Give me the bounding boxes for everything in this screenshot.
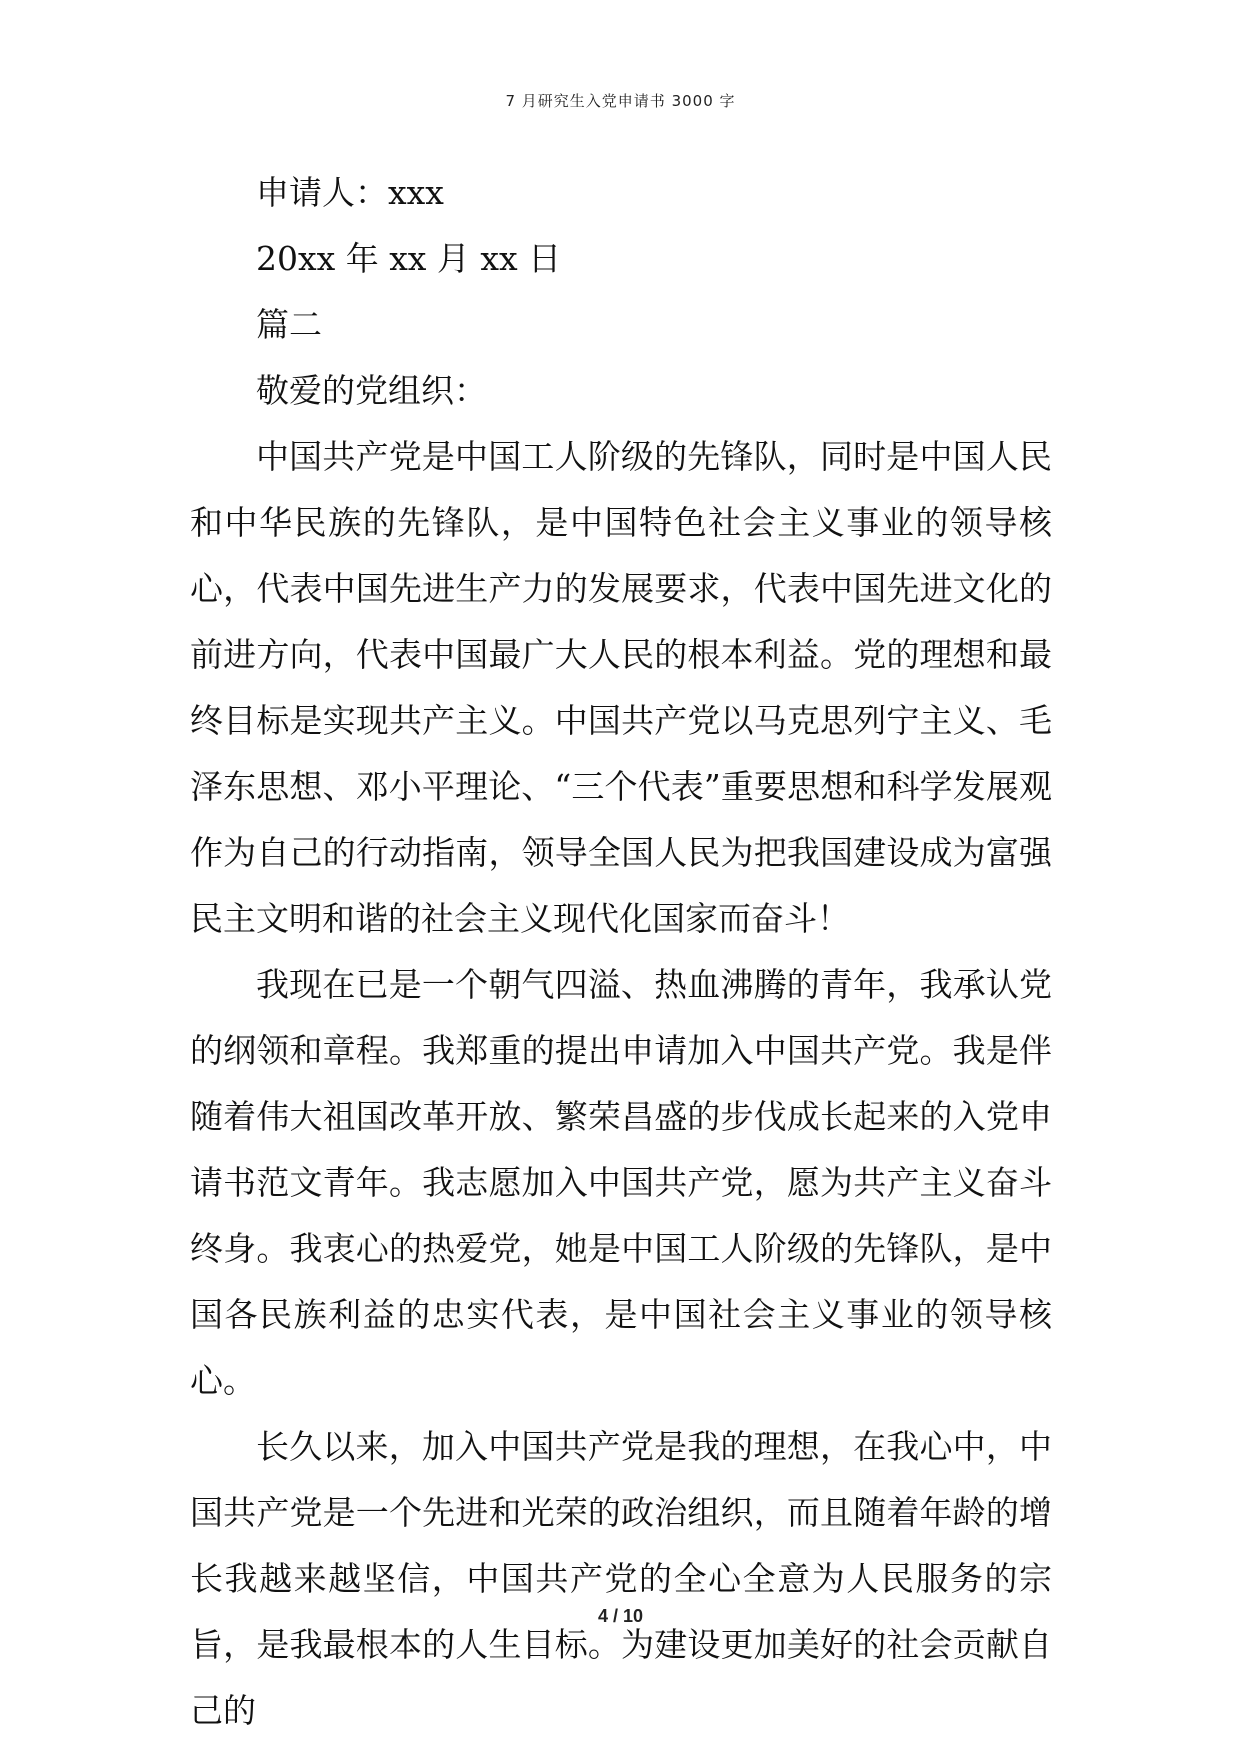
applicant-line: 申请人：xxx — [256, 173, 444, 212]
date-line: 20xx 年 xx 月 xx 日 — [256, 239, 562, 278]
paragraph-3: 长久以来，加入中国共产党是我的理想，在我心中，中国共产党是一个先进和光荣的政治组织，而且随着年龄的增长我越来越坚信，中国共产党的全心全意为人民服务的宗旨，是我最根本的人生目标。为建设更加美好的社会贡献自己的 — [190, 1427, 1052, 1730]
page-header-title: 7 月研究生入党申请书 3000 字 — [505, 92, 736, 110]
document-body — [190, 160, 1052, 1744]
paragraph-2: 我现在已是一个朝气四溢、热血沸腾的青年，我承认党的纲领和章程。我郑重的提出申请加入中国共产党。我是伴随着伟大祖国改革开放、繁荣昌盛的步伐成长起来的入党申请书范文青年。我志愿加入中国共产党，愿为共产主义奋斗终身。我衷心的热爱党，她是中国工人阶级的先锋队，是中国各民族利益的忠实代表，是中国社会主义事业的领导核心。 — [190, 965, 1052, 1400]
section-heading: 篇二 — [256, 305, 322, 344]
page-number: 4 / 10 — [597, 1606, 644, 1626]
paragraph-1: 中国共产党是中国工人阶级的先锋队，同时是中国人民和中华民族的先锋队，是中国特色社会主义事业的领导核心，代表中国先进生产力的发展要求，代表中国先进文化的前进方向，代表中国最广大人民的根本利益。党的理想和最终目标是实现共产主义。中国共产党以马克思列宁主义、毛泽东思想、邓小平理论、“三个代表”重要思想和科学发展观作为自己的行动指南，领导全国人民为把我国建设成为富强民主文明和谐的社会主义现代化国家而奋斗！ — [190, 437, 1052, 938]
salutation: 敬爱的党组织： — [256, 371, 487, 410]
